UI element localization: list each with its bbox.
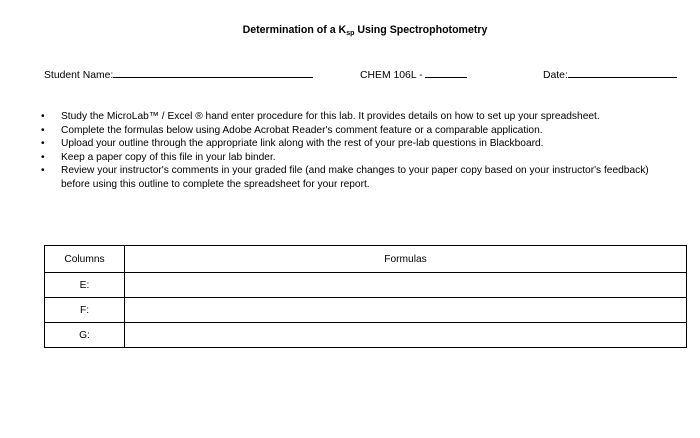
instruction-item: • Complete the formulas below using Adobe Acrobat Reader's comment feature or a comparable application. xyxy=(36,124,666,138)
document-title xyxy=(0,24,700,37)
student-name-blank[interactable] xyxy=(113,68,313,78)
table-row xyxy=(45,298,687,323)
date-blank[interactable] xyxy=(568,68,677,78)
columns-header: Columns xyxy=(45,246,125,273)
instruction-list xyxy=(36,110,666,192)
title-subscript: sp xyxy=(346,30,355,37)
table-header-row xyxy=(45,246,687,273)
instruction-item: • Upload your outline through the appropriate link along with the rest of your pre-lab questions in Blackboard. xyxy=(36,137,666,151)
table-row xyxy=(45,323,687,348)
column-label: E: xyxy=(45,273,125,298)
date-field xyxy=(543,68,677,81)
formulas-header: Formulas xyxy=(125,246,687,273)
formula-cell[interactable] xyxy=(125,298,687,323)
student-name-label: Student Name: xyxy=(44,70,114,81)
title-prefix: Determination of a K xyxy=(242,24,347,36)
formula-cell[interactable] xyxy=(125,273,687,298)
column-label: F: xyxy=(45,298,125,323)
course-section-blank[interactable] xyxy=(425,68,467,78)
course-field xyxy=(360,68,467,81)
student-name-field xyxy=(44,68,313,81)
date-label: Date: xyxy=(543,70,568,81)
column-label: G: xyxy=(45,323,125,348)
formulas-table xyxy=(44,245,687,348)
table-row xyxy=(45,273,687,298)
instruction-item: • Keep a paper copy of this file in your lab binder. xyxy=(36,151,666,165)
course-label: CHEM 106L - xyxy=(360,70,423,81)
formula-cell[interactable] xyxy=(125,323,687,348)
instruction-item: • Study the MicroLab™ / Excel ® hand enter procedure for this lab. It provides details on how to set up your spreadsheet. xyxy=(36,110,666,124)
title-suffix: Using Spectrophotometry xyxy=(354,24,488,36)
instruction-item: • Review your instructor's comments in your graded file (and make changes to your paper copy based on your instructor's feedback) before using this outline to complete the spreadsheet for your report. xyxy=(36,164,666,191)
